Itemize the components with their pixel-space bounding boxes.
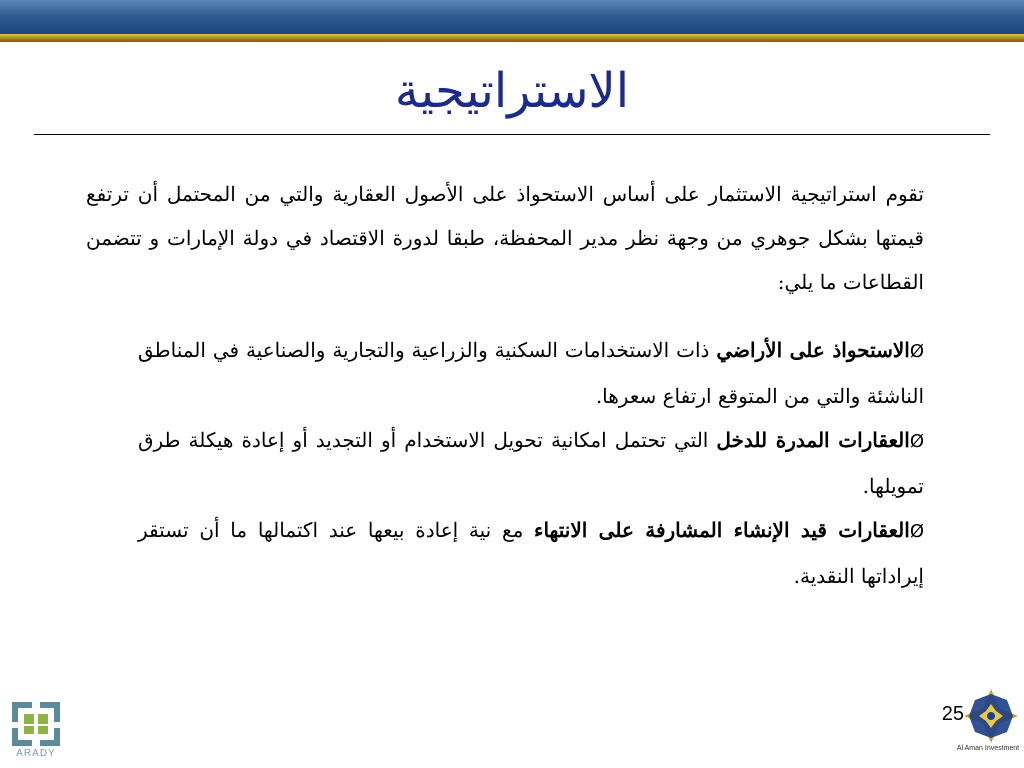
- title-divider: [34, 134, 990, 135]
- header-gold-stripe: [0, 34, 1024, 42]
- bullet-text: ذات الاستخدامات السكنية والزراعية والتجارية والصناعية في المناطق الناشئة والتي من المتوقع ارتفاع سعرها.: [138, 338, 924, 408]
- bullet-lead: العقارات المدرة للدخل: [716, 428, 910, 452]
- page-number: 25: [941, 703, 964, 725]
- arrow-bullet-icon: Ø: [909, 431, 924, 452]
- bullet-item: [86, 508, 924, 598]
- arady-logo-text: ARADY: [16, 748, 56, 759]
- arrow-bullet-icon: Ø: [909, 341, 924, 362]
- bullet-lead: العقارات قيد الإنشاء المشارفة على الانتهاء: [534, 518, 910, 542]
- bullet-text: مع نية إعادة بيعها عند اكتمالها ما أن تستقر إيراداتها النقدية.: [138, 518, 924, 588]
- al-aman-logo-text: Al Aman Investment: [956, 745, 1020, 752]
- intro-paragraph: تقوم استراتيجية الاستثمار على أساس الاستحواذ على الأصول العقارية والتي من المحتمل أن ترتفع قيمتها بشكل جوهري من وجهة نظر مدير المحفظة، طبقا لدورة الاقتصاد في دولة الإمارات و تتضمن القطاعات ما يلي:: [86, 182, 924, 294]
- slide-title: الاستراتيجية: [394, 63, 630, 119]
- header-bar: [0, 0, 1024, 34]
- bullet-text: التي تحتمل امكانية تحويل الاستخدام أو التجديد أو إعادة هيكلة طرق تمويلها.: [138, 428, 924, 498]
- bullet-lead: الاستحواذ على الأراضي: [716, 338, 910, 362]
- al-aman-logo-icon: [962, 688, 1020, 744]
- bullet-item: [86, 418, 924, 508]
- bullet-list: [86, 328, 924, 598]
- slide-body: [86, 172, 924, 598]
- arrow-bullet-icon: Ø: [909, 521, 924, 542]
- bullet-item: [86, 328, 924, 418]
